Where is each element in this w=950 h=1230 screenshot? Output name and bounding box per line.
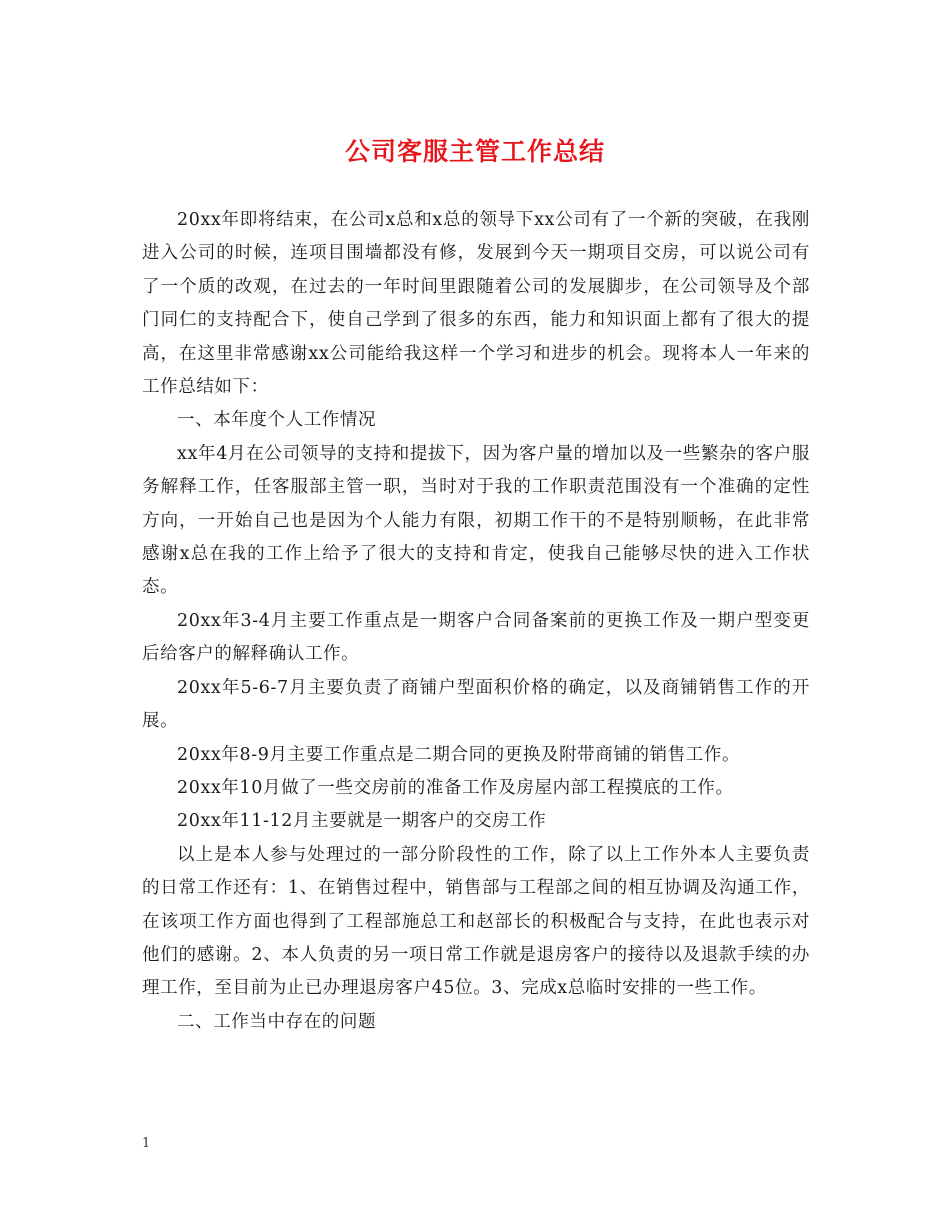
document-body bbox=[142, 204, 810, 1039]
paragraph-intro: 20xx年即将结束，在公司x总和x总的领导下xx公司有了一个新的突破，在我刚进入公司的时候，连项目围墙都没有修，发展到今天一期项目交房，可以说公司有了一个质的改观，在过去的一年时间里跟随着公司的发展脚步，在公司领导及个部门同仁的支持配合下，使自己学到了很多的东西，能力和知识面上都有了很大的提高，在这里非常感谢xx公司能给我这样一个学习和进步的机会。现将本人一年来的工作总结如下： bbox=[142, 210, 810, 398]
section-heading-2: 二、工作当中存在的问题 bbox=[177, 1011, 377, 1032]
document-title: 公司客服主管工作总结 bbox=[344, 137, 605, 166]
page-number: 1 bbox=[142, 1136, 151, 1151]
section-heading-1: 一、本年度个人工作情况 bbox=[177, 410, 377, 431]
paragraph-mar-apr: 20xx年3-4月主要工作重点是一期客户合同备案前的更换工作及一期户型变更后给客户的解释确认工作。 bbox=[142, 610, 810, 665]
paragraph-promotion: xx年4月在公司领导的支持和提拔下，因为客户量的增加以及一些繁杂的客户服务解释工作，任客服部主管一职，当时对于我的工作职责范围没有一个准确的定性方向，一开始自己也是因为个人能力有限，初期工作干的不是特别顺畅，在此非常感谢x总在我的工作上给予了很大的支持和肯定，使我自己能够尽快的进入工作状态。 bbox=[142, 443, 810, 598]
paragraph-oct: 20xx年10月做了一些交房前的准备工作及房屋内部工程摸底的工作。 bbox=[177, 777, 734, 798]
paragraph-daily-work: 以上是本人参与处理过的一部分阶段性的工作，除了以上工作外本人主要负责的日常工作还有：1、在销售过程中，销售部与工程部之间的相互协调及沟通工作，在该项工作方面也得到了工程部施总工和赵部长的积极配合与支持，在此也表示对他们的感谢。2、本人负责的另一项日常工作就是退房客户的接待以及退款手续的办理工作，至目前为止已办理退房客户45位。3、完成x总临时安排的一些工作。 bbox=[142, 844, 810, 999]
paragraph-aug-sep: 20xx年8-9月主要工作重点是二期合同的更换及附带商铺的销售工作。 bbox=[177, 744, 741, 765]
paragraph-may-jul: 20xx年5-6-7月主要负责了商铺户型面积价格的确定，以及商铺销售工作的开展。 bbox=[142, 677, 810, 732]
paragraph-nov-dec: 20xx年11-12月主要就是一期客户的交房工作 bbox=[177, 811, 547, 832]
